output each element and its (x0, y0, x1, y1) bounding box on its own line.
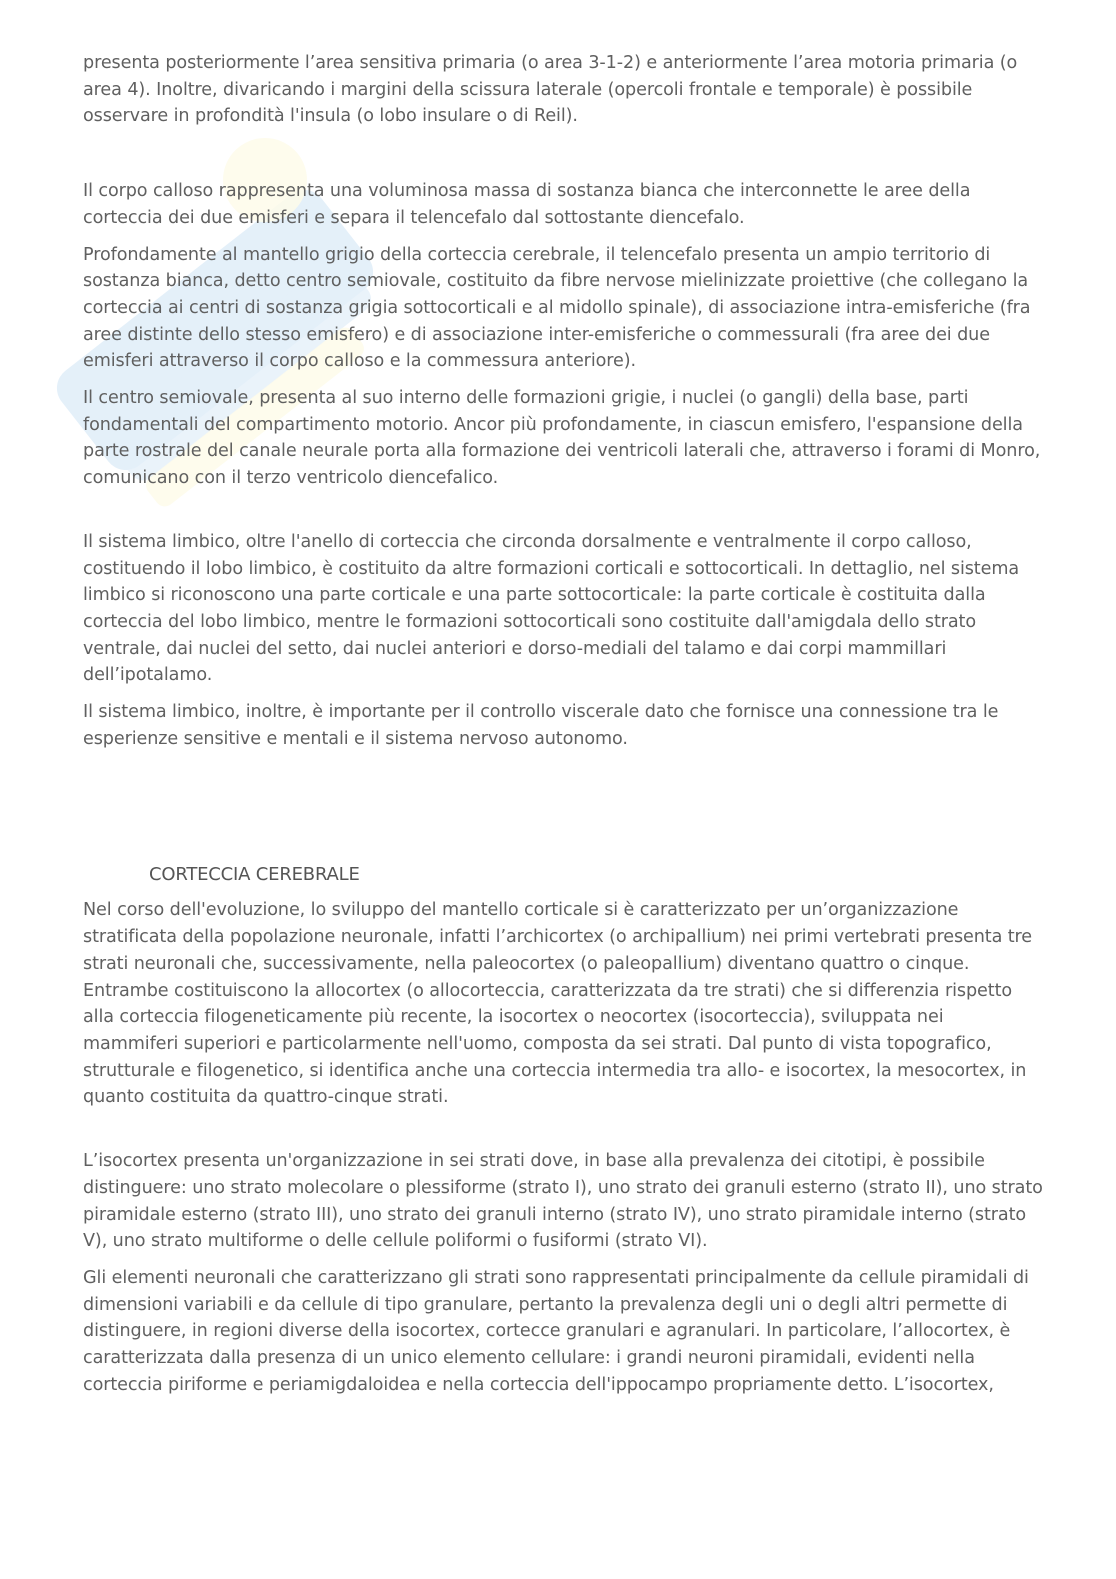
paragraph: Il centro semiovale, presenta al suo interno delle formazioni grigie, i nuclei (o gangli) della base, parti fondamentali del compartimento motorio. Ancor più profondamente, in ciascun emisfero, l'espansione della parte rostrale del canale neurale porta alla formazione dei ventricoli laterali che, attraverso i forami di Monro, comunicano con il terzo ventricolo diencefalico. (83, 388, 1041, 489)
section-heading: CORTECCIA CEREBRALE (149, 864, 360, 886)
paragraph: Il sistema limbico, inoltre, è importante per il controllo viscerale dato che fornisce una connessione tra le esperienze sensitive e mentali e il sistema nervoso autonomo. (83, 702, 999, 749)
paragraph: Nel corso dell'evoluzione, lo sviluppo del mantello corticale si è caratterizzato per un’organizzazione stratificata della popolazione neuronale, infatti l’archicortex (o archipallium) nei primi vertebrati presenta tre strati neuronali che, successivamente, nella paleocortex (o paleopallium) diventano quattro o cinque. Entrambe costituiscono la allocortex (o allocorteccia, caratterizzata da tre strati) che si differenzia rispetto alla corteccia filogeneticamente più recente, la isocortex o neocortex (isocorteccia), sviluppata nei mammiferi superiori e particolarmente nell'uomo, composta da sei strati. Dal punto di vista topografico, strutturale e filogenetico, si identifica anche una corteccia intermedia tra allo- e isocortex, la mesocortex, in quanto costituita da quattro-cinque strati. (83, 900, 1033, 1108)
paragraph: L’isocortex presenta un'organizzazione in sei strati dove, in base alla prevalenza dei citotipi, è possibile distinguere: uno strato molecolare o plessiforme (strato I), uno strato dei granuli esterno (strato II), uno strato piramidale esterno (strato III), uno strato dei granuli interno (strato IV), uno strato piramidale interno (strato V), uno strato multiforme o delle cellule poliformi o fusiformi (strato VI). (83, 1151, 1043, 1252)
paragraph: Il sistema limbico, oltre l'anello di corteccia che circonda dorsalmente e ventralmente il corpo calloso, costituendo il lobo limbico, è costituito da altre formazioni corticali e sottocorticali. In dettaglio, nel sistema limbico si riconoscono una parte corticale e una parte sottocorticale: la parte corticale è costituita dalla corteccia del lobo limbico, mentre le formazioni sottocorticali sono costituite dall'amigdala dello strato ventrale, dai nuclei del setto, dai nuclei anteriori e dorso-mediali del talamo e dai corpi mammillari dell’ipotalamo. (83, 531, 1020, 686)
paragraph: Gli elementi neuronali che caratterizzano gli strati sono rappresentati principalmente da cellule piramidali di dimensioni variabili e da cellule di tipo granulare, pertanto la prevalenza degli uni o degli altri permette di distinguere, in regioni diverse della isocortex, cortecce granulari e agranulari. In particolare, l’allocortex, è caratterizzata dalla presenza di un unico elemento cellulare: i grandi neuroni piramidali, evidenti nella corteccia piriforme e periamigdaloidea e nella corteccia dell'ippocampo propriamente detto. L’isocortex, (83, 1267, 1029, 1395)
paragraph: Profondamente al mantello grigio della corteccia cerebrale, il telencefalo presenta un ampio territorio di sostanza bianca, detto centro semiovale, costituito da fibre nervose mielinizzate proiettive (che collegano la corteccia ai centri di sostanza grigia sottocorticali e al midollo spinale), di associazione intra-emisferiche (fra aree distinte dello stesso emisfero) e di associazione inter-emisferiche o commessurali (fra aree dei due emisferi attraverso il corpo calloso e la commessura anteriore). (83, 244, 1031, 372)
paragraph: presenta posteriormente l’area sensitiva primaria (o area 3-1-2) e anteriormente l’area motoria primaria (o area 4). Inoltre, divaricando i margini della scissura laterale (opercoli frontale e temporale) è possibile osservare in profondità l'insula (o lobo insulare o di Reil). (83, 53, 1018, 127)
paragraph: Il corpo calloso rappresenta una voluminosa massa di sostanza bianca che interconnette le aree della corteccia dei due emisferi e separa il telencefalo dal sottostante diencefalo. (83, 181, 971, 228)
document-body (83, 50, 1043, 1398)
